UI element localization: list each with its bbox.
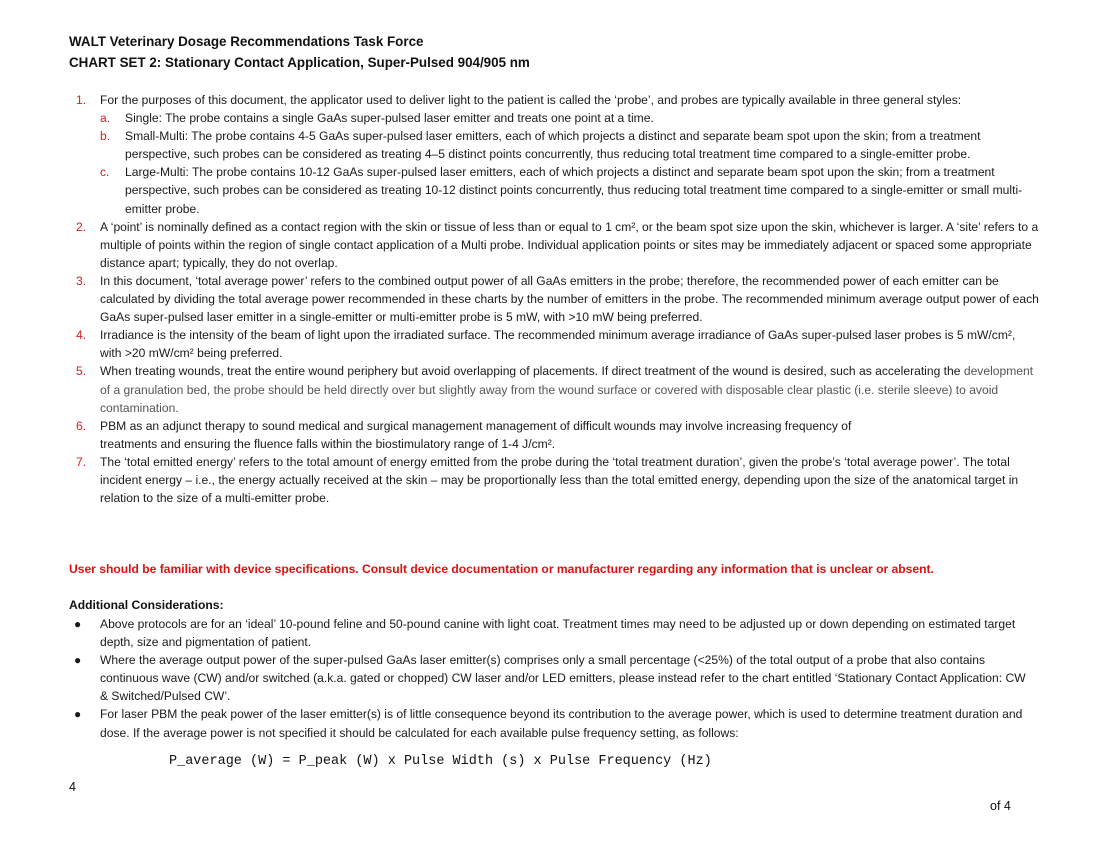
sub-item-text: Single: The probe contains a single GaAs super-pulsed laser emitter and treats one point at a time. [125, 111, 654, 126]
sub-item-letter: b. [100, 129, 111, 144]
sub-item-c [0, 163, 1040, 217]
sub-item-letter: c. [100, 165, 110, 180]
list-item-6 [0, 417, 1040, 453]
additional-considerations-heading: Additional Considerations: [69, 598, 224, 612]
list-item-4 [0, 326, 1040, 362]
item-text-line2: treatments and ensuring the fluence falls within the biostimulatory range of 1-4 J/cm². [100, 436, 556, 451]
bullet-icon: ● [74, 707, 82, 722]
item-text-continued: development of a granulation bed, the probe should be held directly over but slightly away from the wound surface or covered with disposable clear plastic (i.e. sterile sleeve) to avoid contamination. [100, 364, 1034, 415]
item-number: 3. [76, 273, 87, 288]
item-number: 2. [76, 219, 87, 234]
list-item-5 [0, 362, 1040, 416]
bullet-item [0, 615, 1035, 651]
page-count: of 4 [990, 799, 1011, 813]
sub-item-a [0, 109, 1040, 127]
sub-item-letter: a. [100, 111, 111, 126]
bullet-text: Where the average output power of the super-pulsed GaAs laser emitter(s) comprises only a small percentage (<25%) of the total output of a probe that also contains continuous wave (CW) and/or switched (a.k.a. gated or chopped) CW laser and/or LED emitters, please instead refer to the chart entitled ‘Stationary Contact Application: CW & Switched/Pulsed CW’. [100, 653, 1026, 704]
item-number: 6. [76, 418, 87, 433]
item-text: PBM as an adjunct therapy to sound medical and surgical management management of difficult wounds may involve increasing frequency of [100, 418, 852, 433]
list-item-7 [0, 453, 1040, 507]
item-number: 5. [76, 364, 87, 379]
warning-notice: User should be familiar with device specifications. Consult device documentation or manufacturer regarding any information that is unclear or absent. [69, 562, 934, 576]
list-item-1 [0, 91, 1040, 109]
bullet-text: For laser PBM the peak power of the laser emitter(s) is of little consequence beyond its contribution to the average power, which is used to determine treatment duration and dose. If the average power is not specified it should be calculated for each available pulse frequency setting, as follows: [100, 707, 1023, 740]
list-item-2 [0, 218, 1040, 272]
document-title: WALT Veterinary Dosage Recommendations Task Force [69, 34, 424, 49]
item-text: In this document, ‘total average power’ refers to the combined output power of all GaAs emitters in the probe; therefore, the recommended power of each emitter can be calculated by dividing the total average power recommended in these charts by the number of emitters in the probe. The recommended minimum average output power of each GaAs super-pulsed laser emitter in a single-emitter or multi-emitter probe is 5 mW, with >10 mW being preferred. [100, 273, 1039, 325]
bullet-icon: ● [74, 653, 82, 668]
power-formula: P_average (W) = P_peak (W) x Pulse Width (s) x Pulse Frequency (Hz) [169, 754, 712, 769]
item-text: A ‘point’ is nominally defined as a contact region with the skin or tissue of less than or equal to 1 cm², or the beam spot size upon the skin, whichever is larger. A ‘site’ refers to a multiple of points within the region of single contact application of a Multi probe. Individual application points or sites may be immediately adjacent or spaced some appropriate distance apart; typically, they do not overlap. [100, 219, 1039, 270]
bullet-icon: ● [74, 617, 82, 631]
bullet-text: Above protocols are for an ‘ideal’ 10-pound feline and 50-pound canine with light coat. Treatment times may need to be adjusted up or down depending on estimated target depth, size and pigmentation of patient. [100, 617, 1016, 650]
sub-item-text: Small-Multi: The probe contains 4-5 GaAs super-pulsed laser emitters, each of which projects a distinct and separate beam spot upon the skin; from a treatment perspective, such probes can be considered as treating 4–5 distinct points concurrently, thus reducing total treatment time compared to a single-emitter probe. [125, 129, 981, 162]
item-number: 1. [76, 93, 87, 107]
item-number: 4. [76, 328, 87, 343]
item-text: Irradiance is the intensity of the beam of light upon the irradiated surface. The recommended minimum average irradiance of GaAs super-pulsed laser probes is 5 mW/cm², with >20 mW/cm² being preferred. [100, 328, 1016, 361]
sub-item-b [0, 127, 1040, 163]
item-number: 7. [76, 454, 87, 469]
sub-item-text: Large-Multi: The probe contains 10-12 GaAs super-pulsed laser emitters, each of which projects a distinct and separate beam spot upon the skin; from a treatment perspective, such probes can be considered as treating 10-12 distinct points concurrently, thus reducing total treatment time compared to a single-emitter or small multi-emitter probe. [125, 165, 1023, 216]
bullet-item [0, 651, 1035, 705]
item-text: When treating wounds, treat the entire wound periphery but avoid overlapping of placements. If direct treatment of the wound is desired, such as accelerating the [100, 364, 964, 379]
bullet-item [0, 705, 1035, 741]
chart-set-title: CHART SET 2: Stationary Contact Application, Super-Pulsed 904/905 nm [69, 55, 530, 70]
bullet-list [0, 615, 1100, 742]
item-text: For the purposes of this document, the applicator used to deliver light to the patient is called the ‘probe’, and probes are typically available in three general styles: [100, 93, 962, 107]
list-item-3 [0, 272, 1040, 326]
item-text: The ‘total emitted energy’ refers to the total amount of energy emitted from the probe during the ‘total treatment duration’, given the probe’s ‘total average power’. The total incident energy – i.e., the energy actually received at the skin – may be proportionally less than the total emitted energy, depending upon the size of the anatomical target in relation to the size of a multi-emitter probe. [100, 454, 1019, 506]
numbered-list [0, 91, 1100, 507]
page-number: 4 [69, 780, 76, 794]
